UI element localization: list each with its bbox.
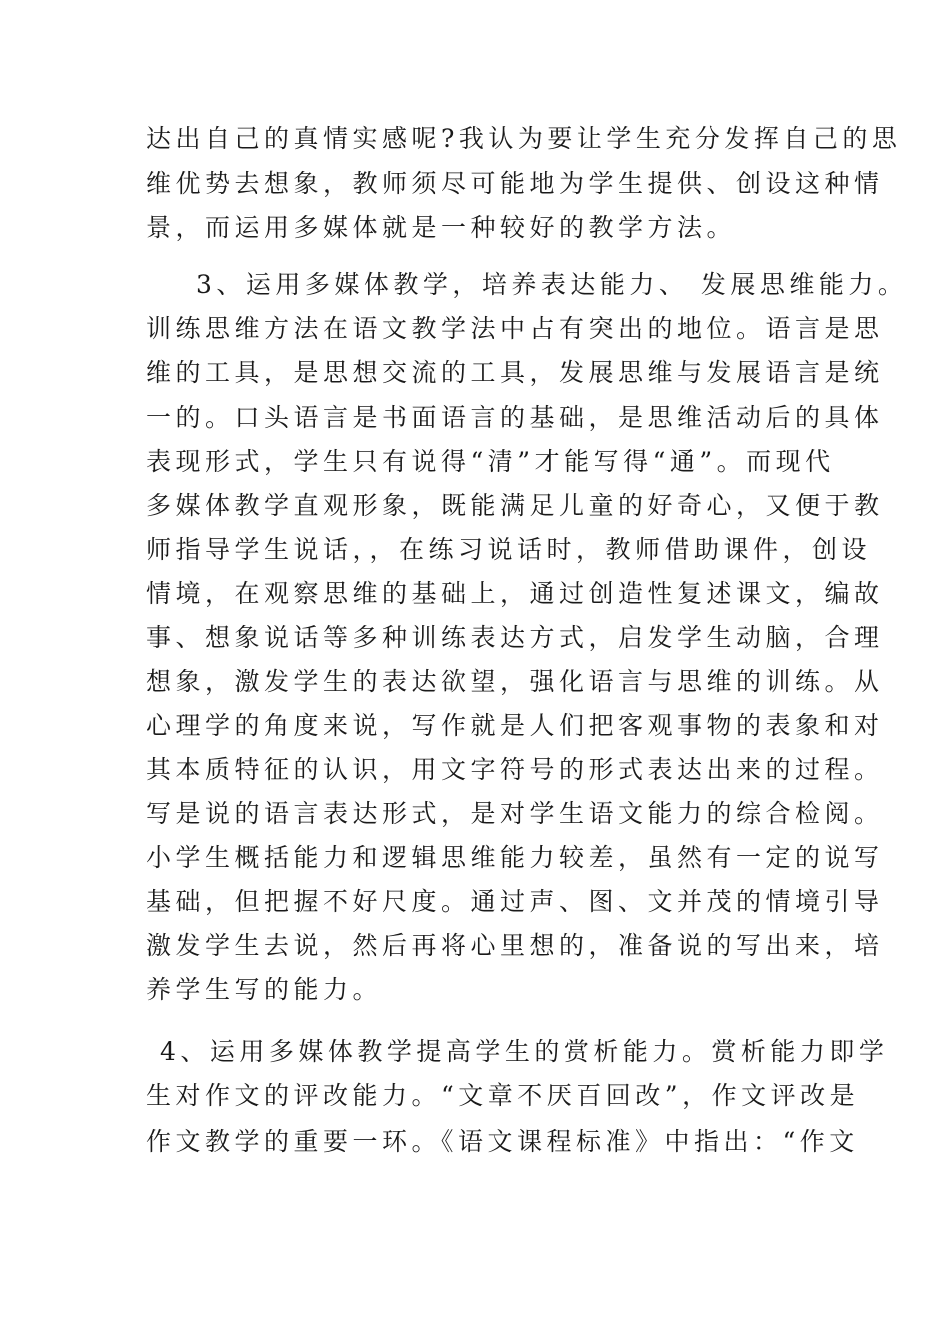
text-line: 训练思维方法在语文教学法中占有突出的地位。语言是思 [146, 314, 884, 343]
text-line: 基础，但把握不好尺度。通过声、图、文并茂的情境引导 [146, 887, 884, 916]
section-heading-line: 3、运用多媒体教学，培养表达能力、 发展思维能力。 [196, 270, 908, 299]
text-line: 维的工具，是思想交流的工具，发展思维与发展语言是统 [146, 358, 884, 387]
text-line: 师指导学生说话，，在练习说话时，教师借助课件，创设 [146, 535, 872, 564]
text-line: 写是说的语言表达形式，是对学生语文能力的综合检阅。 [146, 799, 884, 828]
text-line: 心理学的角度来说，写作就是人们把客观事物的表象和对 [146, 711, 884, 740]
text-line: 一的。口头语言是书面语言的基础，是思维活动后的具体 [146, 403, 884, 432]
text-line: 事、想象说话等多种训练表达方式，启发学生动脑，合理 [146, 623, 884, 652]
text-line: 其本质特征的认识，用文字符号的形式表达出来的过程。 [146, 755, 884, 784]
section-heading-line: 4、运用多媒体教学提高学生的赏析能力。赏析能力即学 [160, 1037, 889, 1066]
text-line: 维优势去想象，教师须尽可能地为学生提供、创设这种情 [146, 169, 884, 198]
text-line: 小学生概括能力和逻辑思维能力较差，虽然有一定的说写 [146, 843, 884, 872]
text-line: 激发学生去说，然后再将心里想的，准备说的写出来，培 [146, 931, 884, 960]
text-line: 养学生写的能力。 [146, 975, 383, 1004]
text-line: 多媒体教学直观形象，既能满足儿童的好奇心，又便于教 [146, 491, 884, 520]
text-line: 作文教学的重要一环。《语文课程标准》中指出：“作文 [146, 1127, 859, 1156]
text-line: 想象，激发学生的表达欲望，强化语言与思维的训练。从 [146, 667, 884, 696]
text-line: 景，而运用多媒体就是一种较好的教学方法。 [146, 213, 737, 242]
text-line: 达出自己的真情实感呢?我认为要让学生充分发挥自己的思 [146, 124, 902, 153]
text-line: 生对作文的评改能力。“文章不厌百回改”，作文评改是 [146, 1081, 860, 1110]
text-line: 表现形式，学生只有说得“清”才能写得“通”。而现代 [146, 447, 835, 476]
text-line: 情境，在观察思维的基础上，通过创造性复述课文，编故 [146, 579, 884, 608]
